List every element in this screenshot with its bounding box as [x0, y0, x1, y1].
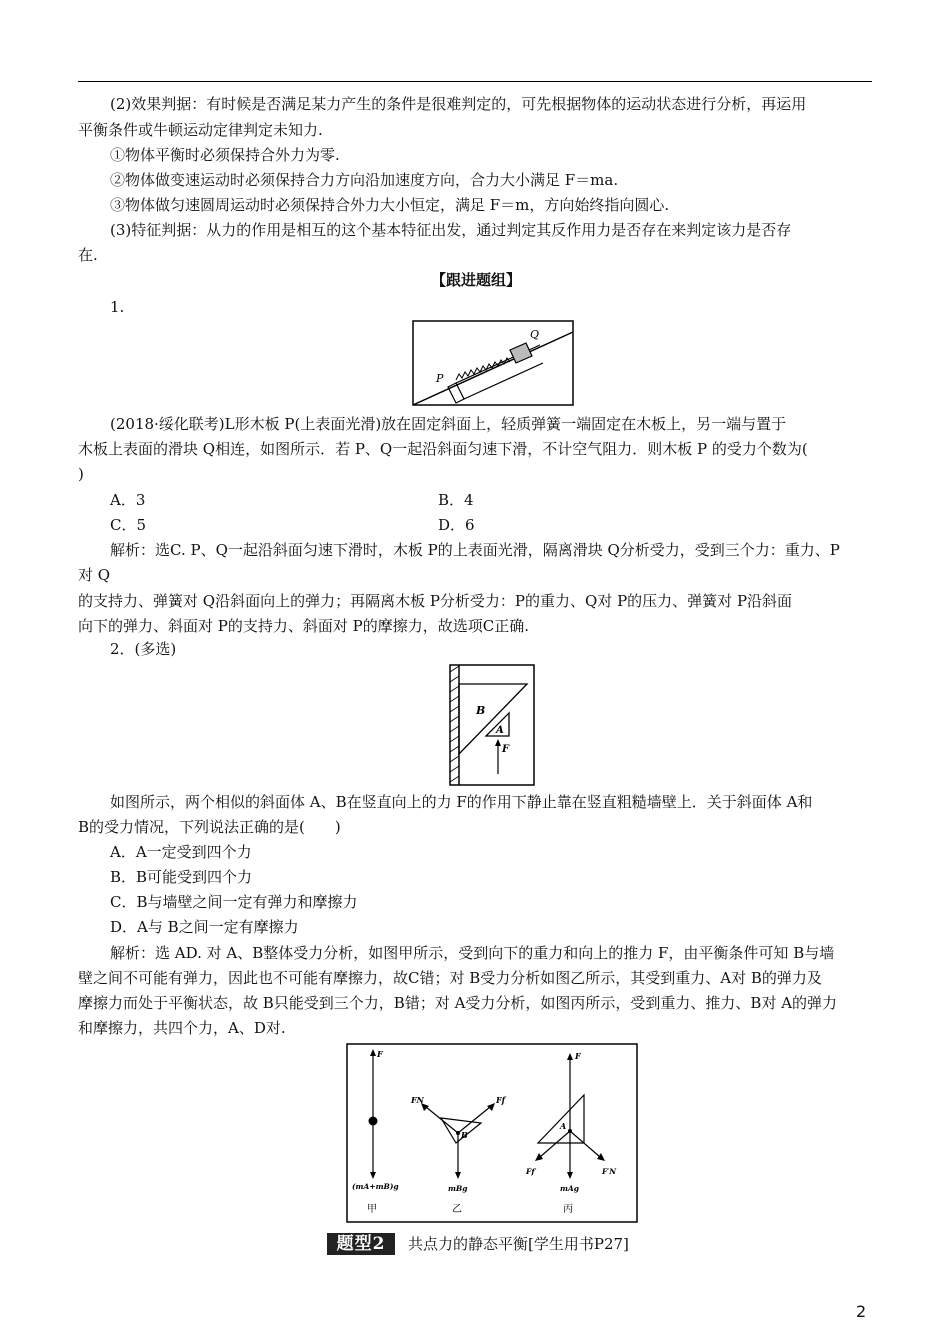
bing-ff-label: Ff′ [526, 1167, 537, 1176]
intro-line: ③物体做匀速圆周运动时必须保持合外力大小恒定，满足 F＝m，方向始终指向圆心. [110, 196, 670, 214]
page-number: 2 [856, 1302, 867, 1321]
q1-option-c: C．5 [110, 516, 147, 534]
bing-g-label: mAg [560, 1184, 579, 1193]
label-p: P [436, 372, 444, 385]
q2-option-a: A．A一定受到四个力 [110, 843, 252, 861]
header-rule [78, 81, 872, 82]
yi-ff-label: Ff [496, 1095, 506, 1105]
label-a: A [496, 725, 504, 736]
yi-g-label: mBg [448, 1184, 468, 1193]
q2-answer: 和摩擦力，共四个力，A、D对. [78, 1019, 286, 1037]
q2-option-b: B．B可能受到四个力 [110, 868, 253, 886]
label-f: F [502, 744, 510, 755]
q1-stem: 木板上表面的滑块 Q相连，如图所示．若 P、Q一起沿斜面匀速下滑，不计空气阻力．则木板 P 的受力个数为( [78, 440, 808, 458]
jia-caption: 甲 [367, 1204, 377, 1215]
q1-number: 1. [110, 298, 125, 316]
tixing-title: 共点力的静态平衡[学生用书P27] [408, 1235, 629, 1253]
bing-fn-label: F′N [602, 1167, 617, 1176]
q1-incline-figure [412, 320, 574, 406]
q2-option-d: D．A与 B之间一定有摩擦力 [110, 918, 299, 936]
q1-answer: 的支持力、弹簧对 Q沿斜面向上的弹力；再隔离木板 P分析受力：P的重力、Q对 P的压力、弹簧对 P沿斜面 [78, 592, 793, 610]
section-heading: 【跟进题组】 [430, 271, 521, 289]
q2-answer: 解析：选 AD. 对 A、B整体受力分析，如图甲所示，受到向下的重力和向上的推力 F，由平衡条件可知 B与墙 [110, 944, 835, 962]
q1-option-d: D．6 [438, 516, 475, 534]
q1-stem: ) [78, 465, 84, 483]
q1-answer: 对 Q [78, 566, 111, 584]
q2-wall-figure [449, 664, 535, 786]
intro-line: (2)效果判据：有时候是否满足某力产生的条件是很难判定的，可先根据物体的运动状态进行分析，再运用 [110, 95, 807, 113]
q2-number: 2．(多选) [110, 640, 177, 658]
intro-line: ①物体平衡时必须保持合外力为零. [110, 146, 340, 164]
yi-caption: 乙 [452, 1204, 462, 1215]
label-q: Q [530, 328, 540, 341]
q2-stem: 如图所示，两个相似的斜面体 A、B在竖直向上的力 F的作用下静止靠在竖直粗糙墙壁上．关于斜面体 A和 [110, 793, 813, 811]
q1-option-a: A．3 [110, 491, 146, 509]
intro-line: ②物体做变速运动时必须保持合力方向沿加速度方向，合力大小满足 F＝ma. [110, 171, 619, 189]
yi-b-label: B [461, 1130, 468, 1140]
q1-option-b: B．4 [438, 491, 474, 509]
bing-caption: 丙 [563, 1204, 573, 1215]
intro-line: 平衡条件或牛顿运动定律判定未知力. [78, 121, 323, 139]
intro-line: 在. [78, 246, 98, 264]
q2-answer: 壁之间不可能有弹力，因此也不可能有摩擦力，故C错；对 B受力分析如图乙所示，其受到重力、A对 B的弹力及 [78, 969, 822, 987]
tixing-badge: 题型2 [327, 1233, 395, 1255]
q1-answer: 解析：选C. P、Q一起沿斜面匀速下滑时，木板 P的上表面光滑，隔离滑块 Q分析受力，受到三个力：重力、P [110, 541, 840, 559]
jia-f-label: F [377, 1049, 383, 1059]
q2-option-c: C．B与墙壁之间一定有弹力和摩擦力 [110, 893, 358, 911]
intro-line: (3)特征判据：从力的作用是相互的这个基本特征出发，通过判定其反作用力是否存在来判定该力是否存 [110, 221, 792, 239]
q1-answer: 向下的弹力、斜面对 P的支持力、斜面对 P的摩擦力，故选项C正确. [78, 617, 529, 635]
yi-fn-label: FN [411, 1095, 424, 1105]
label-b: B [476, 704, 486, 717]
q2-answer: 摩擦力而处于平衡状态，故 B只能受到三个力，B错；对 A受力分析，如图丙所示，受到重力、推力、B对 A的弹力 [78, 994, 838, 1012]
jia-g-label: (mA+mB)g [352, 1182, 399, 1191]
q1-stem: (2018·绥化联考)L形木板 P(上表面光滑)放在固定斜面上，轻质弹簧一端固定在木板上，另一端与置于 [110, 415, 787, 433]
bing-f-label: F [575, 1051, 581, 1061]
q2-stem: B的受力情况，下列说法正确的是( ) [78, 818, 341, 836]
bing-a-label: A [560, 1121, 567, 1131]
force-diagram-figure [346, 1043, 638, 1223]
